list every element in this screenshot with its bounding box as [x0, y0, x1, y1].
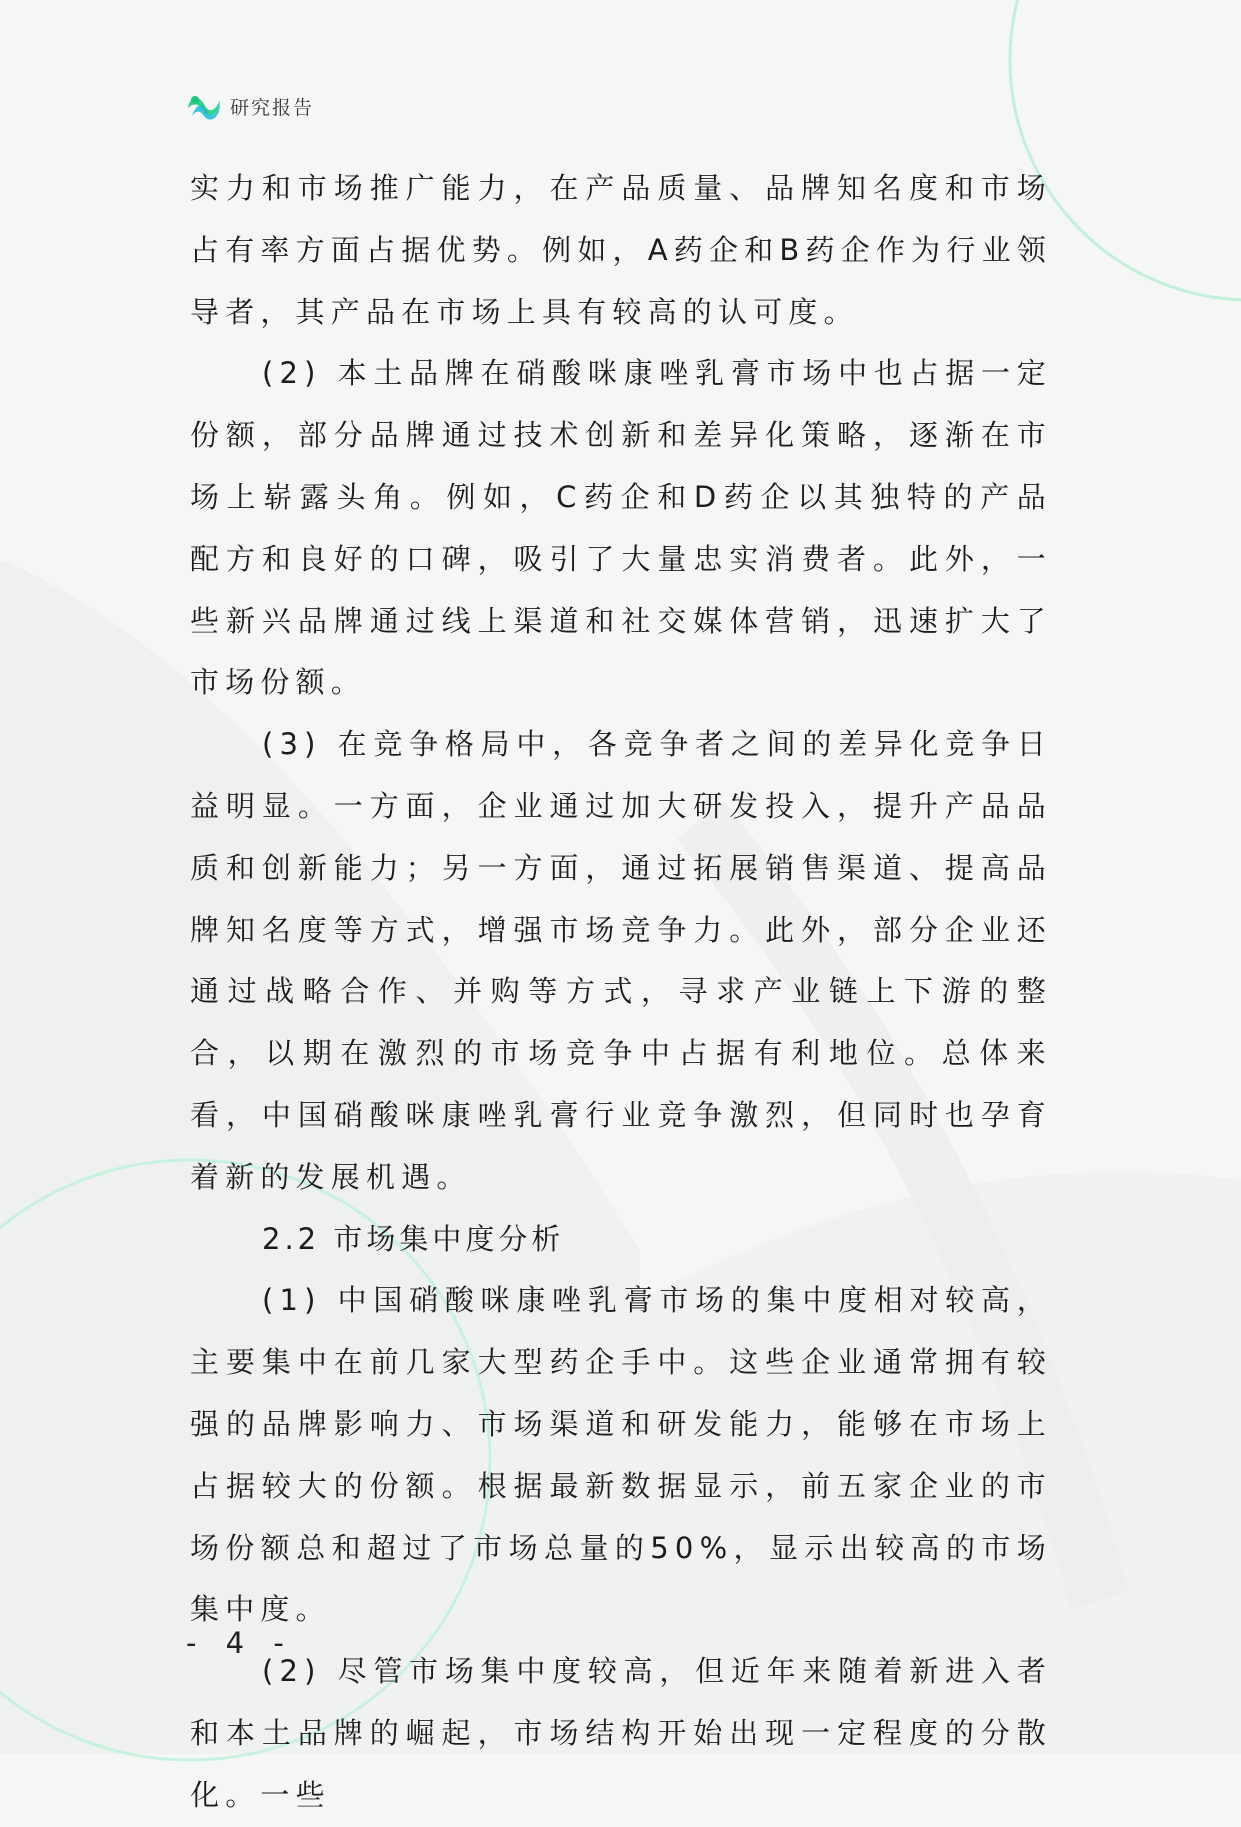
logo-icon — [186, 90, 222, 122]
section-paragraph-2: (2) 尽管市场集中度较高，但近年来随着新进入者和本土品牌的崛起，市场结构开始出现一定程度的分散化。一些 — [190, 1654, 1052, 1812]
paragraph-continued: 实力和市场推广能力，在产品质量、品牌知名度和市场占有率方面占据优势。例如，A药企和B药企作为行业领导者，其产品在市场上具有较高的认可度。 — [190, 171, 1052, 329]
section-paragraph-1: (1) 中国硝酸咪康唑乳膏市场的集中度相对较高，主要集中在前几家大型药企手中。这些企业通常拥有较强的品牌影响力、市场渠道和研发能力，能够在市场上占据较大的份额。根据最新数据显示，前五家企业的市场份额总和超过了市场总量的50%，显示出较高的市场集中度。 — [190, 1283, 1052, 1627]
paragraph-2: (2) 本土品牌在硝酸咪康唑乳膏市场中也占据一定份额，部分品牌通过技术创新和差异化策略，逐渐在市场上崭露头角。例如，C药企和D药企以其独特的产品配方和良好的口碑，吸引了大量忠实消费者。此外，一些新兴品牌通过线上渠道和社交媒体营销，迅速扩大了市场份额。 — [190, 356, 1052, 700]
section-heading: 2.2 市场集中度分析 — [262, 1221, 565, 1256]
report-body — [190, 158, 1052, 1827]
paragraph-3: (3) 在竞争格局中，各竞争者之间的差异化竞争日益明显。一方面，企业通过加大研发投入，提升产品品质和创新能力；另一方面，通过拓展销售渠道、提高品牌知名度等方式，增强市场竞争力。此外，部分企业还通过战略合作、并购等方式，寻求产业链上下游的整合，以期在激烈的市场竞争中占据有利地位。总体来看，中国硝酸咪康唑乳膏行业竞争激烈，但同时也孕育着新的发展机遇。 — [190, 727, 1052, 1194]
page-number: - 4 - — [186, 1626, 294, 1660]
page-header — [186, 88, 314, 124]
header-title: 研究报告 — [230, 96, 315, 119]
